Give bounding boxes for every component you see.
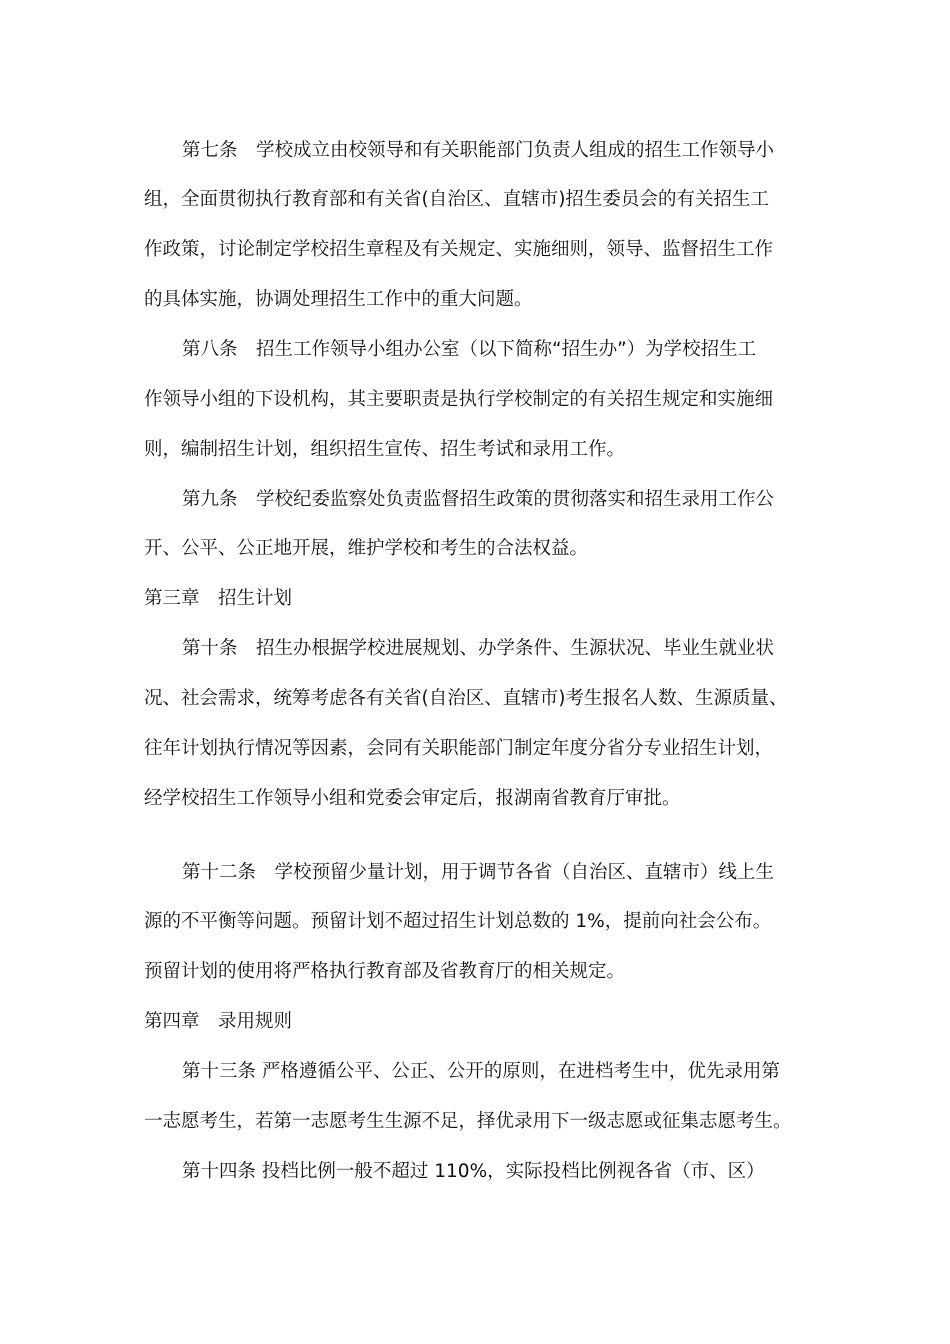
article-12-line-1: 第十二条 学校预留少量计划，用于调节各省（自治区、直辖市）线上生 — [182, 862, 775, 883]
article-13-line-1: 第十三条 严格遵循公平、公正、公开的原则，在进档考生中，优先录用第 — [182, 1061, 780, 1082]
article-10-line-4: 经学校招生工作领导小组和党委会审定后，报湖南省教育厅审批。 — [144, 788, 681, 809]
article-8-line-2: 作领导小组的下设机构，其主要职责是执行学校制定的有关招生规定和实施细 — [144, 389, 774, 410]
article-10-line-3: 往年计划执行情况等因素，会同有关职能部门制定年度分省分专业招生计划， — [144, 738, 774, 759]
article-9-line-1: 第九条 学校纪委监察处负责监督招生政策的贯彻落实和招生录用工作公 — [182, 489, 775, 510]
article-13-line-2: 一志愿考生，若第一志愿考生生源不足，择优录用下一级志愿或征集志愿考生。 — [144, 1111, 792, 1132]
article-12-line-3: 预留计划的使用将严格执行教育部及省教育厅的相关规定。 — [144, 961, 626, 982]
article-14-line-1: 第十四条 投档比例一般不超过 110%，实际投档比例视各省（市、区） — [182, 1161, 765, 1182]
article-8-line-3: 则，编制招生计划，组织招生宣传、招生考试和录用工作。 — [144, 439, 626, 460]
chapter-4-heading: 第四章 录用规则 — [144, 1011, 293, 1032]
article-7-line-4: 的具体实施，协调处理招生工作中的重大问题。 — [144, 289, 533, 310]
article-7-line-1: 第七条 学校成立由校领导和有关职能部门负责人组成的招生工作领导小 — [182, 140, 775, 161]
chapter-3-heading: 第三章 招生计划 — [144, 588, 293, 609]
article-10-line-1: 第十条 招生办根据学校进展规划、办学条件、生源状况、毕业生就业状 — [182, 638, 775, 659]
article-9-line-2: 开、公平、公正地开展，维护学校和考生的合法权益。 — [144, 538, 589, 559]
article-8-line-1: 第八条 招生工作领导小组办公室（以下简称“招生办”）为学校招生工 — [182, 339, 757, 360]
article-10-line-2: 况、社会需求，统筹考虑各有关省(自治区、直辖市)考生报名人数、生源质量、 — [144, 688, 788, 709]
article-7-line-2: 组，全面贯彻执行教育部和有关省(自治区、直辖市)招生委员会的有关招生工 — [144, 189, 769, 210]
article-12-line-2: 源的不平衡等问题。预留计划不超过招生计划总数的 1%，提前向社会公布。 — [144, 911, 772, 932]
article-7-line-3: 作政策，讨论制定学校招生章程及有关规定、实施细则，领导、监督招生工作 — [144, 239, 774, 260]
